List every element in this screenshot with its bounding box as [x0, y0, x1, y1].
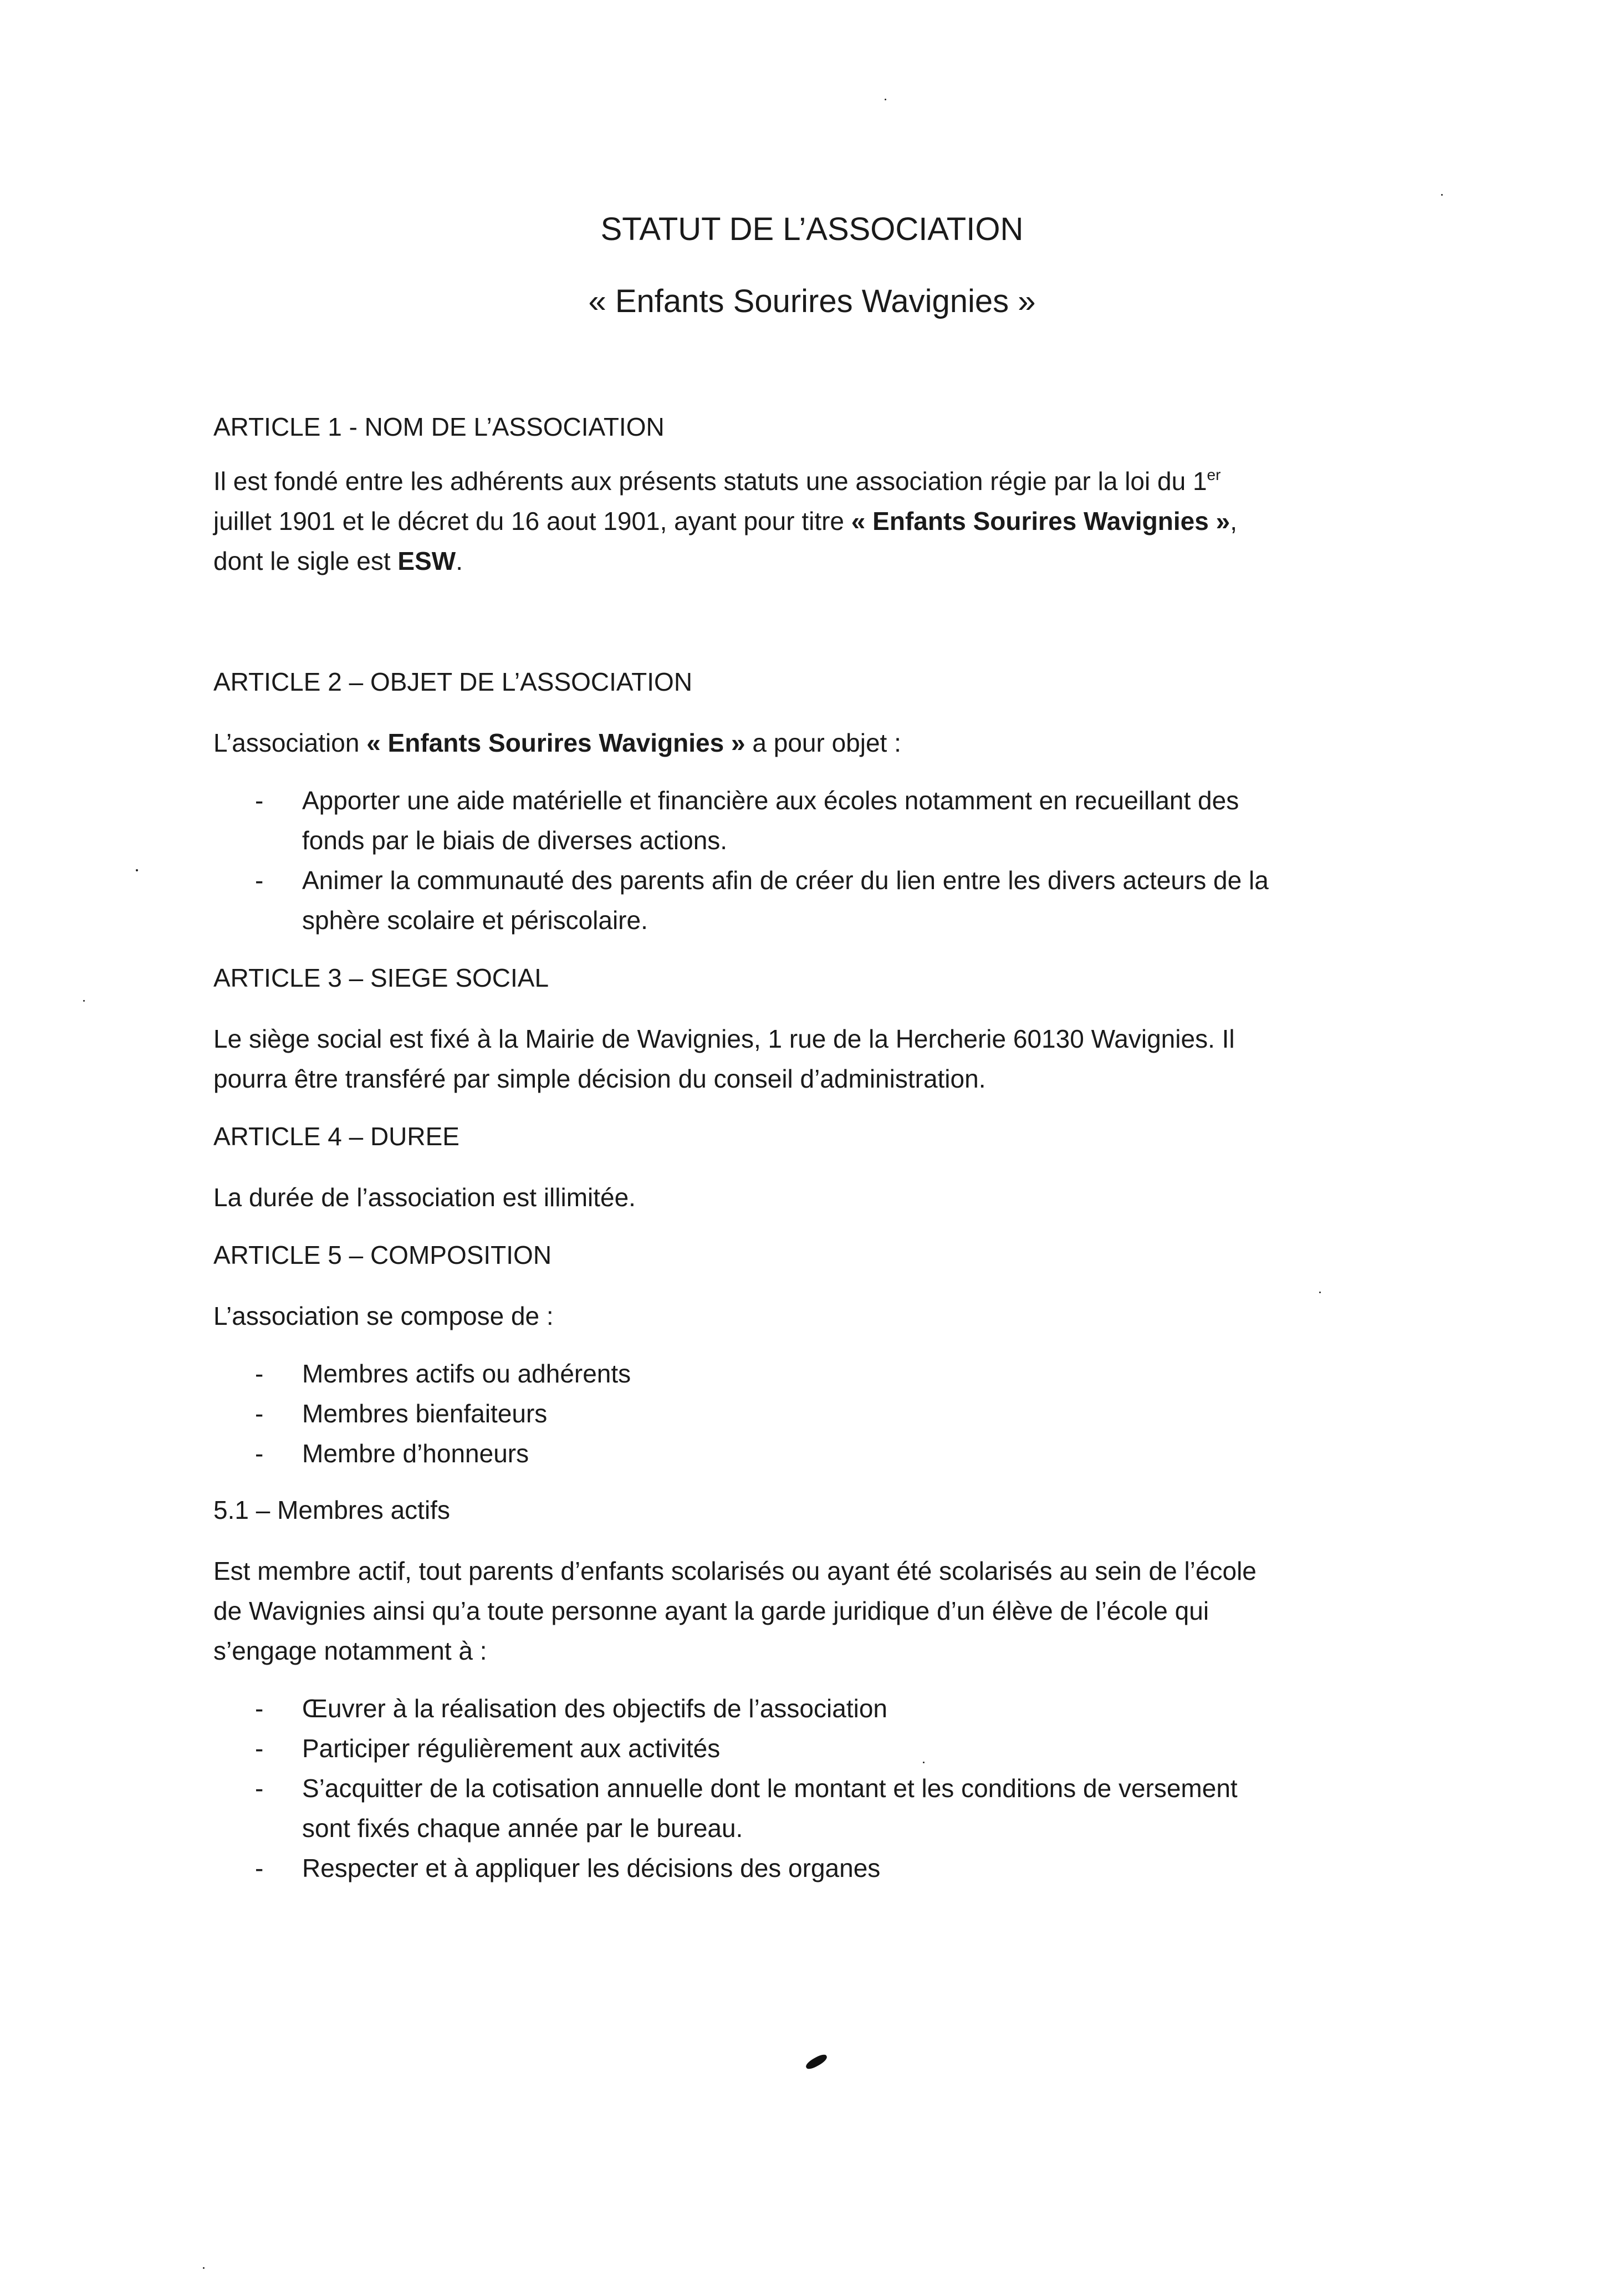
scan-speck [923, 1762, 925, 1763]
scan-speck [203, 2267, 205, 2269]
article-4-heading: ARTICLE 4 – DUREE [213, 1122, 459, 1151]
article-2-intro [213, 723, 1355, 763]
text-run: dont le sigle est [213, 547, 398, 575]
article-4-body [213, 1177, 1355, 1217]
scan-speck [136, 869, 138, 871]
article-1-body [213, 461, 1355, 581]
section-5-1-line: s’engage notamment à : [213, 1636, 487, 1665]
list-item [213, 1768, 1355, 1848]
text-run: Il est fondé entre les adhérents aux présents statuts une association régie par la loi du 1 [213, 467, 1207, 496]
list-item-line: sphère scolaire et périscolaire. [302, 906, 648, 935]
article-5-intro [213, 1296, 1355, 1336]
list-item [213, 860, 1355, 940]
article-2-heading: ARTICLE 2 – OBJET DE L’ASSOCIATION [213, 667, 693, 696]
text-run: juillet 1901 et le décret du 16 aout 1901, ayant pour titre [213, 507, 851, 535]
list-item [213, 1848, 1355, 1888]
list-item-line: Apporter une aide matérielle et financière aux écoles notamment en recueillant des [302, 786, 1239, 815]
section-5-1-line: Est membre actif, tout parents d’enfants scolarisés ou ayant été scolarisés au sein de l’école [213, 1557, 1257, 1585]
article-1-heading: ARTICLE 1 - NOM DE L’ASSOCIATION [213, 412, 665, 441]
bullet-dash: - [255, 1694, 264, 1723]
article-1-line [213, 541, 1355, 581]
bullet-dash: - [255, 786, 264, 815]
list-item-line: Participer régulièrement aux activités [302, 1734, 721, 1763]
text-run: , [1230, 507, 1237, 535]
document-subtitle: « Enfants Sourires Wavignies » [588, 283, 1036, 319]
list-item-text: Membre d’honneurs [302, 1439, 529, 1468]
bullet-dash: - [255, 1854, 264, 1882]
superscript: er [1207, 466, 1221, 483]
list-item-text: Membres actifs ou adhérents [302, 1359, 631, 1388]
bullet-dash: - [255, 1359, 264, 1388]
bullet-dash: - [255, 1439, 264, 1468]
section-5-1-line: de Wavignies ainsi qu’a toute personne ayant la garde juridique d’un élève de l’école qui [213, 1596, 1209, 1625]
text-run: . [456, 547, 463, 575]
list-item-line: Animer la communauté des parents afin de créer du lien entre les divers acteurs de la [302, 866, 1269, 895]
bullet-dash: - [255, 1774, 264, 1803]
association-acronym: ESW [397, 547, 456, 575]
section-5-1-list [213, 1688, 1355, 1888]
list-item-line: S’acquitter de la cotisation annuelle dont le montant et les conditions de versement [302, 1774, 1238, 1803]
list-item-line: fonds par le biais de diverses actions. [302, 826, 728, 855]
list-item-line: Œuvrer à la réalisation des objectifs de l’association [302, 1694, 887, 1723]
list-item [213, 1394, 1355, 1433]
article-1-line [213, 501, 1355, 541]
bullet-dash: - [255, 866, 264, 895]
article-3-line: Le siège social est fixé à la Mairie de Wavignies, 1 rue de la Hercherie 60130 Wavignies. Il [213, 1024, 1235, 1053]
association-name: « Enfants Sourires Wavignies » [366, 728, 745, 757]
document-title: STATUT DE L’ASSOCIATION [600, 211, 1024, 247]
list-item-text: Membres bienfaiteurs [302, 1399, 548, 1428]
article-2-list [213, 780, 1355, 940]
bullet-dash: - [255, 1734, 264, 1763]
list-item-line: sont fixés chaque année par le bureau. [302, 1814, 743, 1843]
bullet-dash: - [255, 1399, 264, 1428]
article-3-heading: ARTICLE 3 – SIEGE SOCIAL [213, 963, 549, 992]
list-item [213, 780, 1355, 860]
section-5-1-heading: 5.1 – Membres actifs [213, 1496, 450, 1524]
article-4-line: La durée de l’association est illimitée. [213, 1183, 636, 1212]
pen-mark [804, 2053, 829, 2071]
article-5-list [213, 1354, 1355, 1473]
scan-speck [1441, 194, 1443, 196]
scan-speck [885, 99, 886, 100]
article-3-line: pourra être transféré par simple décision du conseil d’administration. [213, 1064, 986, 1093]
list-item [213, 1354, 1355, 1394]
article-1-line [213, 461, 1355, 501]
section-5-1-body [213, 1551, 1355, 1671]
article-5-heading: ARTICLE 5 – COMPOSITION [213, 1241, 552, 1269]
scan-speck [1319, 1292, 1321, 1293]
scan-speck [83, 1000, 85, 1002]
list-item [213, 1728, 1355, 1768]
association-name: « Enfants Sourires Wavignies » [851, 507, 1230, 535]
text-run: L’association [213, 728, 367, 757]
list-item [213, 1433, 1355, 1473]
text-run: a pour objet : [745, 728, 901, 757]
list-item-line: Respecter et à appliquer les décisions des organes [302, 1854, 881, 1882]
article-5-line: L’association se compose de : [213, 1302, 554, 1330]
article-3-body [213, 1019, 1355, 1099]
list-item [213, 1688, 1355, 1728]
